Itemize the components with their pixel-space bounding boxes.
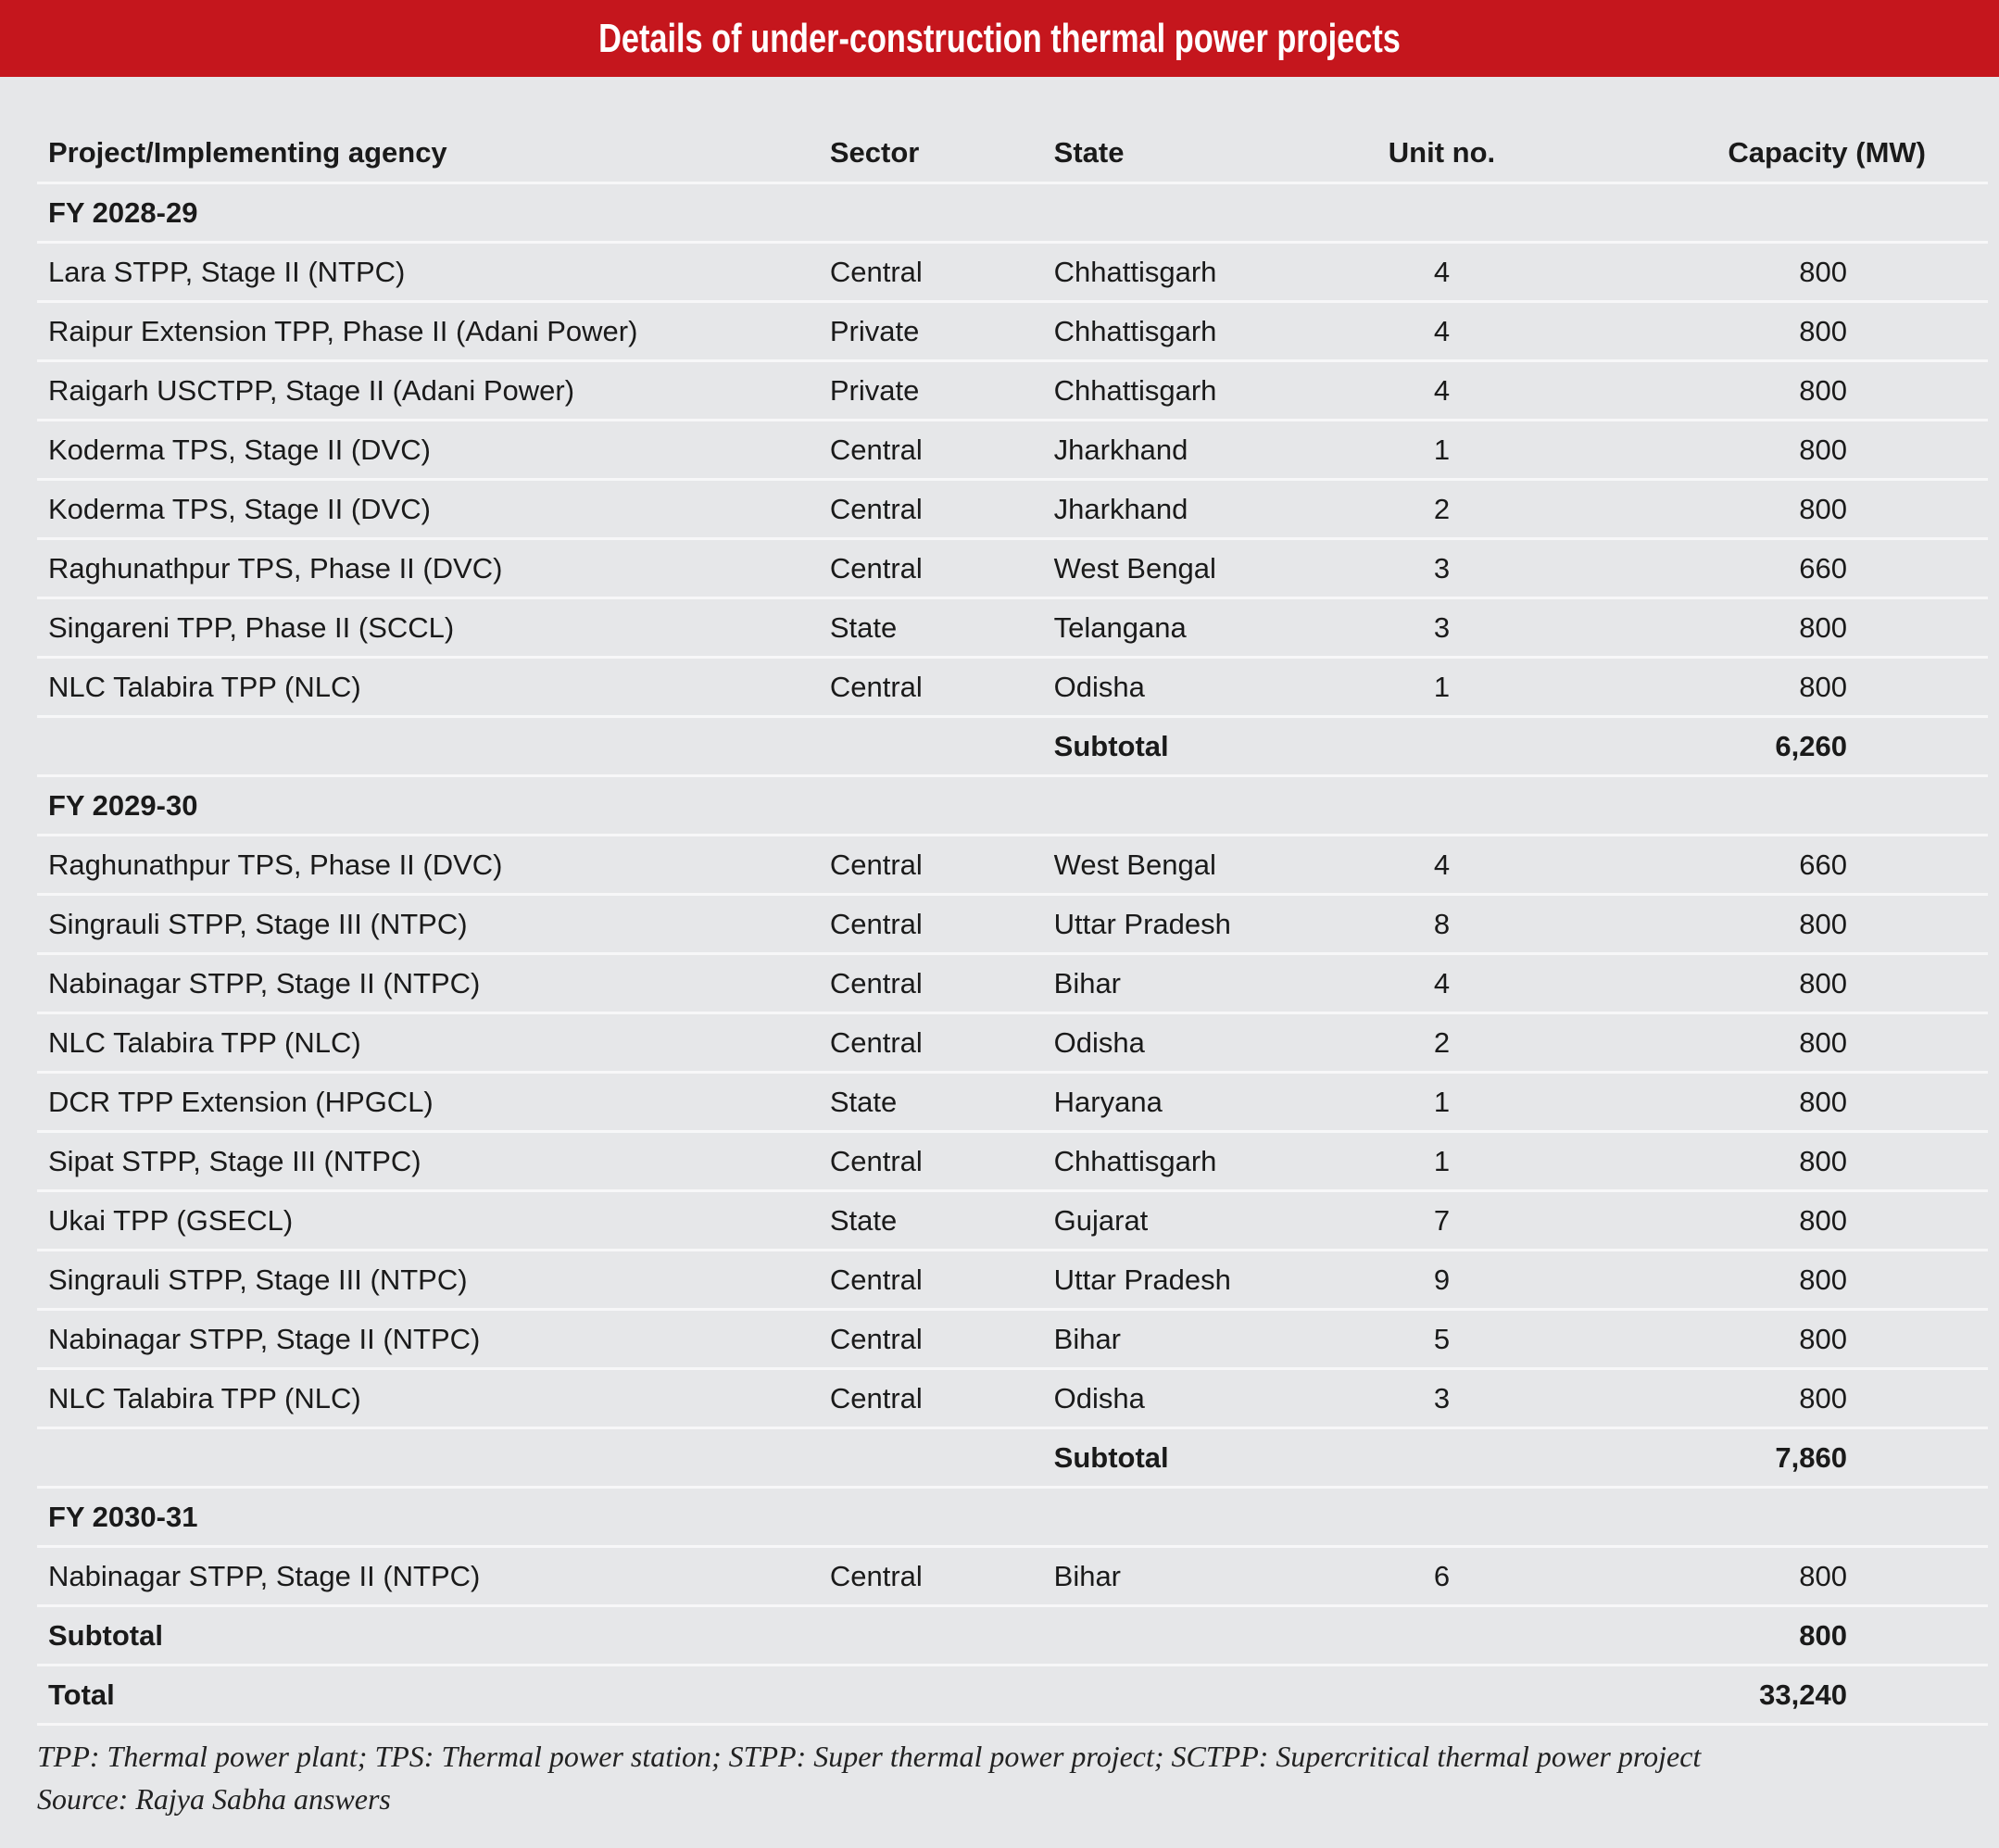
empty-cell	[830, 717, 1054, 776]
title-bar	[0, 0, 1999, 77]
capacity-cell: 800	[1528, 598, 1988, 658]
capacity-cell: 800	[1528, 1191, 1988, 1251]
sector-cell: Central	[830, 1013, 1054, 1073]
capacity-cell: 800	[1528, 1547, 1988, 1606]
sector-cell: Central	[830, 658, 1054, 717]
state-cell: Bihar	[1054, 1547, 1356, 1606]
empty-cell	[1528, 183, 1988, 243]
empty-cell	[830, 1428, 1054, 1488]
empty-cell	[1356, 1488, 1528, 1547]
sector-cell: Central	[830, 1369, 1054, 1428]
sector-cell: Central	[830, 1547, 1054, 1606]
state-cell: Haryana	[1054, 1073, 1356, 1132]
unit-number-cell: 7	[1356, 1191, 1528, 1251]
section-header-row	[37, 1488, 1988, 1547]
unit-number-cell: 1	[1356, 658, 1528, 717]
sector-cell: Central	[830, 1310, 1054, 1369]
project-name-cell: Koderma TPS, Stage II (DVC)	[37, 480, 830, 539]
table-row	[37, 954, 1988, 1013]
abbreviations-footnote: TPP: Thermal power plant; TPS: Thermal power station; STPP: Super thermal power project; SCTPP: Supercritical thermal power project	[37, 1740, 1702, 1773]
source-note: Source: Rajya Sabha answers	[37, 1782, 391, 1816]
state-cell: West Bengal	[1054, 836, 1356, 895]
table-row	[37, 243, 1988, 302]
capacity-cell: 800	[1528, 1073, 1988, 1132]
capacity-cell: 800	[1528, 954, 1988, 1013]
sector-cell: Private	[830, 361, 1054, 421]
column-header-unit: Unit no.	[1356, 124, 1528, 183]
table-row	[37, 1073, 1988, 1132]
empty-cell	[1054, 1488, 1356, 1547]
subtotal-row	[37, 1606, 1988, 1666]
empty-cell	[1054, 1606, 1356, 1666]
empty-cell	[37, 1428, 830, 1488]
project-name-cell: Raipur Extension TPP, Phase II (Adani Power)	[37, 302, 830, 361]
sector-cell: Central	[830, 836, 1054, 895]
sector-cell: Central	[830, 421, 1054, 480]
unit-number-cell: 2	[1356, 480, 1528, 539]
capacity-cell: 800	[1528, 1310, 1988, 1369]
projects-table-container	[37, 124, 1988, 1726]
sector-cell: Private	[830, 302, 1054, 361]
unit-number-cell: 2	[1356, 1013, 1528, 1073]
total-value: 33,240	[1528, 1666, 1988, 1725]
unit-number-cell: 5	[1356, 1310, 1528, 1369]
column-header-sector: Sector	[830, 124, 1054, 183]
total-row	[37, 1666, 1988, 1725]
unit-number-cell: 1	[1356, 1073, 1528, 1132]
unit-number-cell: 4	[1356, 243, 1528, 302]
capacity-cell: 800	[1528, 361, 1988, 421]
empty-cell	[1054, 1666, 1356, 1725]
capacity-cell: 800	[1528, 421, 1988, 480]
state-cell: Jharkhand	[1054, 421, 1356, 480]
unit-number-cell: 4	[1356, 361, 1528, 421]
empty-cell	[1528, 1488, 1988, 1547]
capacity-cell: 800	[1528, 1132, 1988, 1191]
state-cell: Uttar Pradesh	[1054, 1251, 1356, 1310]
sector-cell: Central	[830, 539, 1054, 598]
section-label: FY 2029-30	[37, 776, 830, 836]
empty-cell	[1054, 776, 1356, 836]
unit-number-cell: 8	[1356, 895, 1528, 954]
state-cell: West Bengal	[1054, 539, 1356, 598]
state-cell: Chhattisgarh	[1054, 361, 1356, 421]
table-row	[37, 302, 1988, 361]
table-row	[37, 895, 1988, 954]
empty-cell	[1356, 717, 1528, 776]
sector-cell: State	[830, 1191, 1054, 1251]
capacity-cell: 800	[1528, 1013, 1988, 1073]
subtotal-value: 6,260	[1528, 717, 1988, 776]
capacity-cell: 800	[1528, 480, 1988, 539]
subtotal-label: Subtotal	[37, 1606, 830, 1666]
empty-cell	[1054, 183, 1356, 243]
empty-cell	[830, 1488, 1054, 1547]
capacity-cell: 800	[1528, 658, 1988, 717]
sector-cell: Central	[830, 1132, 1054, 1191]
empty-cell	[830, 1606, 1054, 1666]
state-cell: Odisha	[1054, 1369, 1356, 1428]
unit-number-cell: 1	[1356, 421, 1528, 480]
empty-cell	[1528, 776, 1988, 836]
table-row	[37, 480, 1988, 539]
unit-number-cell: 3	[1356, 539, 1528, 598]
unit-number-cell: 4	[1356, 302, 1528, 361]
state-cell: Bihar	[1054, 954, 1356, 1013]
subtotal-label: Subtotal	[1054, 717, 1356, 776]
project-name-cell: Raghunathpur TPS, Phase II (DVC)	[37, 836, 830, 895]
sector-cell: State	[830, 598, 1054, 658]
unit-number-cell: 4	[1356, 954, 1528, 1013]
empty-cell	[1356, 183, 1528, 243]
total-label: Total	[37, 1666, 830, 1725]
project-name-cell: DCR TPP Extension (HPGCL)	[37, 1073, 830, 1132]
footer-notes	[37, 1735, 1701, 1820]
project-name-cell: Koderma TPS, Stage II (DVC)	[37, 421, 830, 480]
page-title: Details of under-construction thermal power projects	[598, 15, 1401, 61]
table-body	[37, 183, 1988, 1725]
empty-cell	[830, 1666, 1054, 1725]
project-name-cell: Raghunathpur TPS, Phase II (DVC)	[37, 539, 830, 598]
unit-number-cell: 9	[1356, 1251, 1528, 1310]
project-name-cell: Ukai TPP (GSECL)	[37, 1191, 830, 1251]
subtotal-row	[37, 1428, 1988, 1488]
unit-number-cell: 1	[1356, 1132, 1528, 1191]
table-row	[37, 361, 1988, 421]
section-header-row	[37, 776, 1988, 836]
capacity-cell: 800	[1528, 302, 1988, 361]
projects-table	[37, 124, 1988, 1726]
project-name-cell: Singareni TPP, Phase II (SCCL)	[37, 598, 830, 658]
empty-cell	[1356, 1666, 1528, 1725]
project-name-cell: NLC Talabira TPP (NLC)	[37, 1369, 830, 1428]
project-name-cell: Singrauli STPP, Stage III (NTPC)	[37, 1251, 830, 1310]
subtotal-row	[37, 717, 1988, 776]
state-cell: Jharkhand	[1054, 480, 1356, 539]
capacity-cell: 660	[1528, 539, 1988, 598]
sector-cell: Central	[830, 480, 1054, 539]
unit-number-cell: 4	[1356, 836, 1528, 895]
sector-cell: Central	[830, 954, 1054, 1013]
column-header-capacity: Capacity (MW)	[1528, 124, 1988, 183]
capacity-cell: 800	[1528, 1251, 1988, 1310]
project-name-cell: Nabinagar STPP, Stage II (NTPC)	[37, 1547, 830, 1606]
empty-cell	[37, 717, 830, 776]
state-cell: Gujarat	[1054, 1191, 1356, 1251]
sector-cell: Central	[830, 243, 1054, 302]
table-row	[37, 539, 1988, 598]
project-name-cell: Nabinagar STPP, Stage II (NTPC)	[37, 1310, 830, 1369]
table-header-row	[37, 124, 1988, 183]
table-row	[37, 1191, 1988, 1251]
subtotal-value: 800	[1528, 1606, 1988, 1666]
sector-cell: Central	[830, 895, 1054, 954]
capacity-cell: 800	[1528, 243, 1988, 302]
project-name-cell: Sipat STPP, Stage III (NTPC)	[37, 1132, 830, 1191]
project-name-cell: NLC Talabira TPP (NLC)	[37, 1013, 830, 1073]
project-name-cell: Nabinagar STPP, Stage II (NTPC)	[37, 954, 830, 1013]
table-row	[37, 1132, 1988, 1191]
project-name-cell: Lara STPP, Stage II (NTPC)	[37, 243, 830, 302]
state-cell: Telangana	[1054, 598, 1356, 658]
table-row	[37, 658, 1988, 717]
empty-cell	[1356, 776, 1528, 836]
table-row	[37, 836, 1988, 895]
project-name-cell: Singrauli STPP, Stage III (NTPC)	[37, 895, 830, 954]
sector-cell: Central	[830, 1251, 1054, 1310]
table-row	[37, 598, 1988, 658]
empty-cell	[830, 776, 1054, 836]
sector-cell: State	[830, 1073, 1054, 1132]
section-header-row	[37, 183, 1988, 243]
column-header-project: Project/Implementing agency	[37, 124, 830, 183]
section-label: FY 2028-29	[37, 183, 830, 243]
table-row	[37, 1251, 1988, 1310]
capacity-cell: 800	[1528, 895, 1988, 954]
empty-cell	[1356, 1428, 1528, 1488]
subtotal-label: Subtotal	[1054, 1428, 1356, 1488]
unit-number-cell: 3	[1356, 1369, 1528, 1428]
empty-cell	[1356, 1606, 1528, 1666]
state-cell: Chhattisgarh	[1054, 243, 1356, 302]
table-row	[37, 421, 1988, 480]
capacity-cell: 660	[1528, 836, 1988, 895]
unit-number-cell: 3	[1356, 598, 1528, 658]
empty-cell	[830, 183, 1054, 243]
state-cell: Chhattisgarh	[1054, 1132, 1356, 1191]
table-row	[37, 1013, 1988, 1073]
state-cell: Odisha	[1054, 1013, 1356, 1073]
state-cell: Odisha	[1054, 658, 1356, 717]
state-cell: Uttar Pradesh	[1054, 895, 1356, 954]
project-name-cell: NLC Talabira TPP (NLC)	[37, 658, 830, 717]
project-name-cell: Raigarh USCTPP, Stage II (Adani Power)	[37, 361, 830, 421]
state-cell: Chhattisgarh	[1054, 302, 1356, 361]
column-header-state: State	[1054, 124, 1356, 183]
table-row	[37, 1369, 1988, 1428]
unit-number-cell: 6	[1356, 1547, 1528, 1606]
section-label: FY 2030-31	[37, 1488, 830, 1547]
table-row	[37, 1310, 1988, 1369]
subtotal-value: 7,860	[1528, 1428, 1988, 1488]
state-cell: Bihar	[1054, 1310, 1356, 1369]
capacity-cell: 800	[1528, 1369, 1988, 1428]
table-row	[37, 1547, 1988, 1606]
